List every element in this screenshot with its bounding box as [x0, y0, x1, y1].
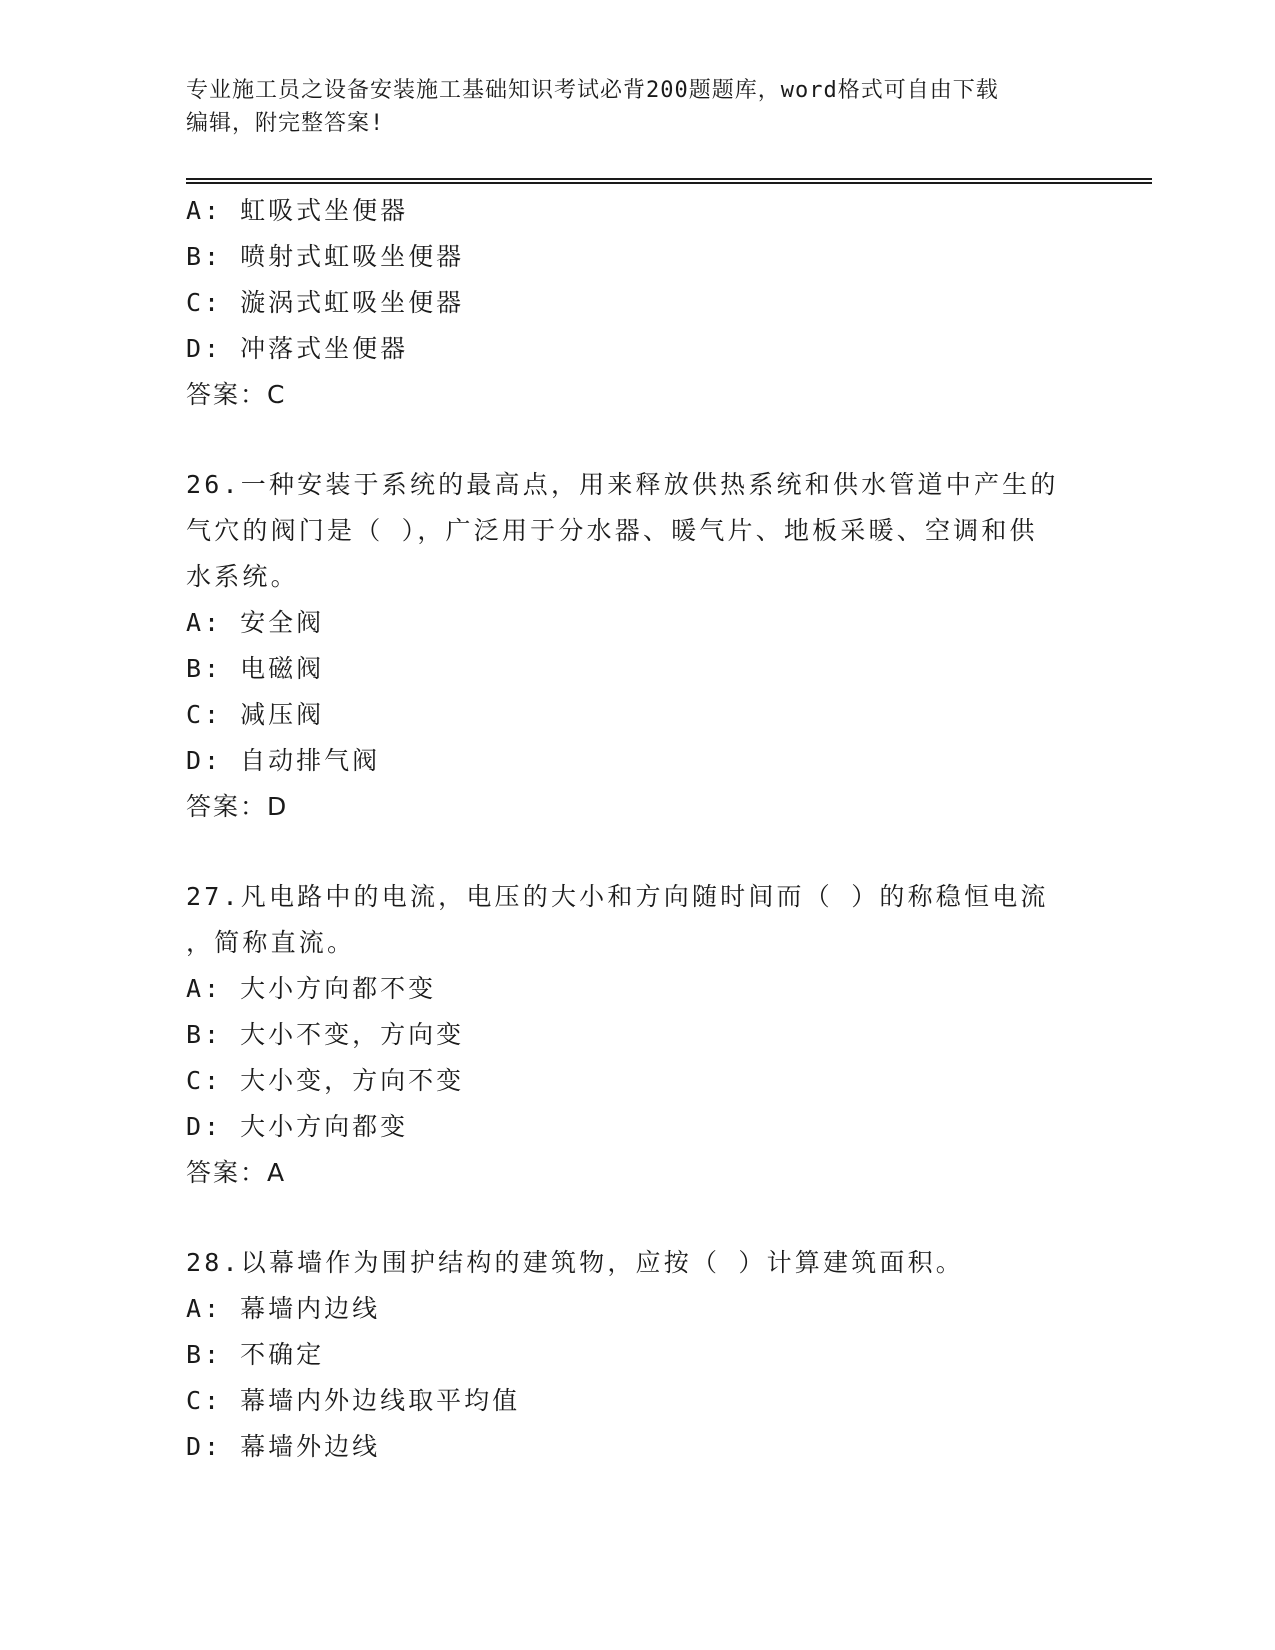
option-b: B: 不确定	[186, 1340, 325, 1369]
option-c: C: 漩涡式虹吸坐便器	[186, 288, 465, 317]
answer-line: 答案：D	[186, 792, 289, 821]
question-26	[186, 462, 1086, 830]
question-text	[186, 1240, 1086, 1286]
option-d: D: 大小方向都变	[186, 1112, 409, 1141]
question-text	[186, 462, 1086, 600]
question-text	[186, 874, 1086, 966]
question-spacer	[186, 830, 1086, 874]
option-d: D: 冲落式坐便器	[186, 334, 409, 363]
answer-line: 答案：A	[186, 1158, 287, 1187]
question-28	[186, 1240, 1086, 1470]
option-b: B: 大小不变，方向变	[186, 1020, 465, 1049]
question-text-line: 气穴的阀门是（ ），广泛用于分水器、暖气片、地板采暖、空调和供	[186, 516, 1038, 545]
header-divider-bottom	[186, 182, 1152, 184]
question-25	[186, 188, 1086, 418]
header-divider-top	[186, 178, 1152, 180]
question-text-line: 27.凡电路中的电流，电压的大小和方向随时间而（ ）的称稳恒电流	[186, 882, 1049, 911]
option-d: D: 自动排气阀	[186, 746, 381, 775]
option-c: C: 减压阀	[186, 700, 325, 729]
document-header	[186, 74, 1066, 140]
answer-line: 答案：C	[186, 380, 287, 409]
question-text-line: ，简称直流。	[186, 928, 356, 957]
question-list	[186, 188, 1086, 1470]
option-c: C: 幕墙内外边线取平均值	[186, 1386, 521, 1415]
option-a: A: 大小方向都不变	[186, 974, 437, 1003]
question-text-line: 28.以幕墙作为围护结构的建筑物，应按（ ）计算建筑面积。	[186, 1248, 965, 1277]
question-text-line: 26.一种安装于系统的最高点，用来释放供热系统和供水管道中产生的	[186, 470, 1059, 499]
option-b: B: 电磁阀	[186, 654, 325, 683]
option-a: A: 幕墙内边线	[186, 1294, 381, 1323]
question-spacer	[186, 418, 1086, 462]
option-a: A: 安全阀	[186, 608, 325, 637]
header-line-1: 专业施工员之设备安装施工基础知识考试必背200题题库，word格式可自由下载	[186, 78, 999, 103]
question-27	[186, 874, 1086, 1196]
option-b: B: 喷射式虹吸坐便器	[186, 242, 465, 271]
header-line-2: 编辑，附完整答案!	[186, 111, 385, 136]
option-a: A: 虹吸式坐便器	[186, 196, 409, 225]
option-d: D: 幕墙外边线	[186, 1432, 381, 1461]
question-spacer	[186, 1196, 1086, 1240]
option-c: C: 大小变，方向不变	[186, 1066, 465, 1095]
question-text-line: 水系统。	[186, 562, 299, 591]
